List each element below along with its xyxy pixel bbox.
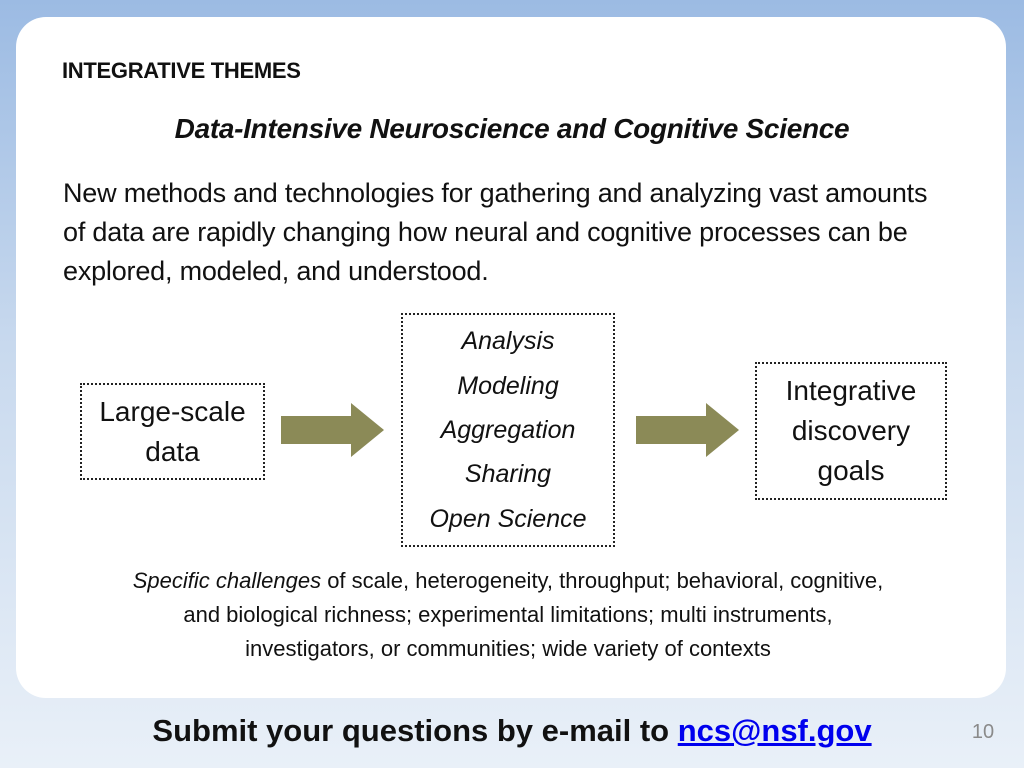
page-number: 10 xyxy=(971,721,995,743)
arrow-shape xyxy=(281,403,384,457)
challenges-line-1 xyxy=(40,564,976,598)
input-box-line-2: data xyxy=(145,435,200,467)
challenges-text xyxy=(40,564,976,666)
output-box-line-2: discovery xyxy=(791,415,911,446)
arrow-shape xyxy=(636,403,739,457)
method-analysis: Analysis xyxy=(461,327,555,356)
output-box-line-1: Integrative xyxy=(785,375,917,406)
slide-subtitle: Data-Intensive Neuroscience and Cognitive Science xyxy=(174,113,850,144)
method-open-science: Open Science xyxy=(429,504,587,533)
footer xyxy=(0,713,1024,749)
section-label: INTEGRATIVE THEMES xyxy=(62,58,301,83)
methods-box xyxy=(401,313,615,547)
input-box-line-1: Large-scale xyxy=(99,395,246,427)
method-sharing: Sharing xyxy=(464,460,552,489)
output-box-line-3: goals xyxy=(817,455,885,486)
input-box xyxy=(80,383,265,480)
intro-paragraph: New methods and technologies for gathering and analyzing vast amounts of data are rapidly changing how neural and cognitive processes can be explored, modeled, and understood. xyxy=(63,178,928,286)
method-modeling: Modeling xyxy=(457,371,559,400)
challenges-line-2: and biological richness; experimental limitations; multi instruments, xyxy=(183,602,833,627)
footer-text: Submit your questions by e-mail to xyxy=(152,713,678,748)
right-arrow-icon xyxy=(281,403,385,457)
output-box xyxy=(755,362,947,500)
method-aggregation: Aggregation xyxy=(440,415,576,444)
challenges-line-1-rest: of scale, heterogeneity, throughput; behavioral, cognitive, xyxy=(321,568,884,593)
right-arrow-icon xyxy=(636,403,740,457)
challenges-line-3: investigators, or communities; wide variety of contexts xyxy=(245,636,771,661)
challenges-emphasis: Specific challenges xyxy=(132,568,322,593)
email-link[interactable]: ncs@nsf.gov xyxy=(677,713,872,748)
